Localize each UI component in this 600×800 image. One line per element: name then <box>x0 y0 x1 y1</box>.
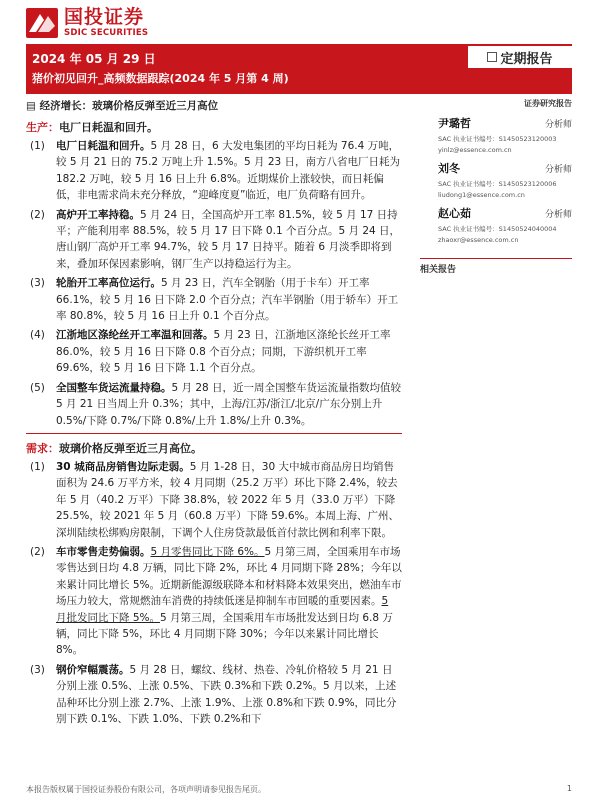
item-title: 30 城商品房销售边际走弱。 <box>56 460 190 473</box>
analyst-cert: SAC 执业证书编号：S1450523120006 <box>438 180 557 188</box>
item-number: (5) <box>30 381 45 394</box>
report-header-bar <box>26 44 572 94</box>
production-item <box>26 327 402 376</box>
item-text: 5 月 23 日，汽车全钢胎（用于卡车）开工率 66.1%，较 5 月 16 日下降 2.0 个百分点；汽车半钢胎（用于轿车）开工率 80.8%，较 5 月 16 日上升 0.1 个百分点。 <box>56 277 399 323</box>
production-item <box>26 207 402 273</box>
sidebar <box>420 96 572 275</box>
item-text: 5 月 28 日，螺纹、线材、热卷、冷轧价格较 5 月 21 日分别上涨 0.5%、上涨 0.5%、下跌 0.3%和下跌 0.2%。5 月以来，上述品种环比分别上涨 2.7%、上涨 1.9%、上涨 0.8%和下跌 0.9%，同比分别下跌 0.1%、下跌 1.0%、下跌 0.2%和下 <box>56 663 397 725</box>
item-number: (1) <box>30 460 45 473</box>
footer-disclaimer: 本报告版权属于国投证券股份有限公司，各项声明请参见报告尾页。 <box>26 785 266 794</box>
production-heading <box>26 119 402 135</box>
main-content <box>26 96 402 727</box>
lead-summary-text: 经济增长：玻璃价格反弹至近三月高位 <box>39 100 219 112</box>
item-text: 5 月第三周，全国乘用车市场批发达到日均 6.8 万辆，同比下降 5%，环比 4 月同期下降 30%；今年以来累计同比增长 8%。 <box>56 611 393 657</box>
item-title: 轮胎开工率高位运行。 <box>56 277 161 290</box>
analyst-name: 尹璐哲 <box>438 117 471 130</box>
document-icon: ▤ <box>26 100 36 112</box>
report-type-badge <box>468 46 572 68</box>
production-item <box>26 275 402 324</box>
analyst-email[interactable]: liudong1@essence.com.cn <box>438 191 525 199</box>
square-icon <box>487 52 497 62</box>
brand-name-en: SDIC SECURITIES <box>64 28 149 39</box>
report-type-label: 定期报告 <box>500 51 553 67</box>
production-item <box>26 138 402 204</box>
production-item <box>26 380 402 429</box>
analyst-card <box>420 115 572 154</box>
analyst-cert: SAC 执业证书编号：S1450524040004 <box>438 225 557 233</box>
item-title: 江浙地区涤纶丝开工率温和回落。 <box>56 329 214 342</box>
lead-summary <box>26 98 402 113</box>
item-number: (2) <box>30 545 45 558</box>
page-number: 1 <box>566 784 572 793</box>
demand-heading-prefix: 需求： <box>26 441 59 455</box>
item-number: (3) <box>30 663 45 676</box>
section-divider <box>26 433 402 434</box>
analyst-cert: SAC 执业证书编号：S1450523120003 <box>438 135 557 143</box>
brand-name-cn: 国投证券 <box>64 6 145 29</box>
report-title: 猪价初见回升_高频数据跟踪(2024 年 5 月第 4 周) <box>32 72 289 85</box>
production-heading-text: 电厂日耗温和回升。 <box>59 121 158 134</box>
analyst-name: 赵心茹 <box>438 207 471 220</box>
item-title: 电厂日耗温和回升。 <box>56 140 151 152</box>
brand-logo-icon <box>26 8 58 38</box>
item-title: 高炉开工率持稳。 <box>56 208 140 221</box>
item-text: 5 月第三周，全国乘用车市场零售达到日均 4.8 万辆，同比下降 2%，环比 4 月同期下降 28%；今年以来累计同比增长 5%。近期新能源级联降本和材料降本效果突出，燃油车市场压力较大，常规燃油车消费的持续低迷是抑制车市回暖的重要因素。 <box>56 545 402 608</box>
demand-heading <box>26 440 402 456</box>
report-date: 2024 年 05 月 29 日 <box>32 52 156 66</box>
item-text: 5 月 24 日，全国高炉开工率 81.5%，较 5 月 17 日持平；产能利用率 88.5%，较 5 月 17 日下降 0.1 个百分点。5 月 24 日，唐山钢厂高炉开工率 94.7%，较 5 月 17 日持平。随着 6 月淡季即将到来，叠加环保因素影响，钢厂生产以持稳运行为主。 <box>56 208 401 270</box>
related-reports-heading: 相关报告 <box>420 258 572 275</box>
item-number: (3) <box>30 277 45 290</box>
analyst-role: 分析师 <box>544 210 572 220</box>
department-label: 证券研究报告 <box>524 99 572 108</box>
page-footer <box>26 784 572 795</box>
brand-logo <box>26 6 148 40</box>
item-text: 5 月 1-28 日，30 大中城市商品房日均销售面积为 24.6 万平方米，较 4 月同期（25.2 万平）环比下降 2.4%，较去年 5 月（40.2 万平）下降 38.8%，较 2022 年 5 月（33.0 万平）下降 25.5%，较 2021 年 5 月（60.8 万平）下降 59.6%。本周上海、广州、深圳陆续松绑购房限制，下调个人住房贷款最低首付款比例和利率下限。 <box>56 460 400 539</box>
item-title: 全国整车货运流量持稳。 <box>56 381 172 394</box>
analyst-email[interactable]: yinlz@essence.com.cn <box>438 146 512 154</box>
item-number: (1) <box>30 140 45 152</box>
analyst-name: 刘冬 <box>438 162 460 175</box>
analyst-card <box>420 160 572 199</box>
demand-item <box>26 544 402 659</box>
item-text: 5 月 23 日，江浙地区涤纶长丝开工率 86.0%，较 5 月 16 日下降 0.8 个百分点；同期，下游织机开工率 69.6%，较 5 月 16 日下降 1.1 个百分点。 <box>56 329 391 375</box>
analyst-email[interactable]: zhaoxr@essence.com.cn <box>438 236 519 244</box>
item-text: 5 月 28 日，近一周全国整车货运流量指数均值较 5 月 21 日当周上升 0.3%；其中，上海/江苏/浙江/北京/广东分别上升 0.5%/下降 0.7%/下降 0.8%/上升 1.8%/上升 0.3%。 <box>56 381 402 427</box>
analyst-card <box>420 205 572 244</box>
item-title: 钢价窄幅震荡。 <box>56 663 130 676</box>
item-underlined-text: 5 月批发同比下降 5%。 <box>56 595 389 624</box>
demand-heading-text: 玻璃价格反弹至近三月高位。 <box>59 441 202 455</box>
demand-item <box>26 459 402 541</box>
item-title: 车市零售走势偏弱。 <box>56 545 151 558</box>
demand-item <box>26 662 402 728</box>
item-number: (4) <box>30 329 45 342</box>
item-number: (2) <box>30 208 45 221</box>
item-underlined-text: 5 月零售同比下降 6%。 <box>150 545 265 558</box>
analyst-role: 分析师 <box>544 165 572 175</box>
analyst-role: 分析师 <box>544 120 572 130</box>
production-heading-prefix: 生产： <box>26 121 59 134</box>
item-text: 5 月 28 日，6 大发电集团的平均日耗为 76.4 万吨，较 5 月 21 日的 75.2 万吨上升 1.5%。5 月 23 日，南方八省电厂日耗为 182.2 万吨，较 5 月 16 日上升 6.8%。近期煤价上涨较快，而日耗偏低，非电需求尚未充分释放，“迎峰度夏”临近，电厂负荷略有回升。 <box>56 140 401 202</box>
